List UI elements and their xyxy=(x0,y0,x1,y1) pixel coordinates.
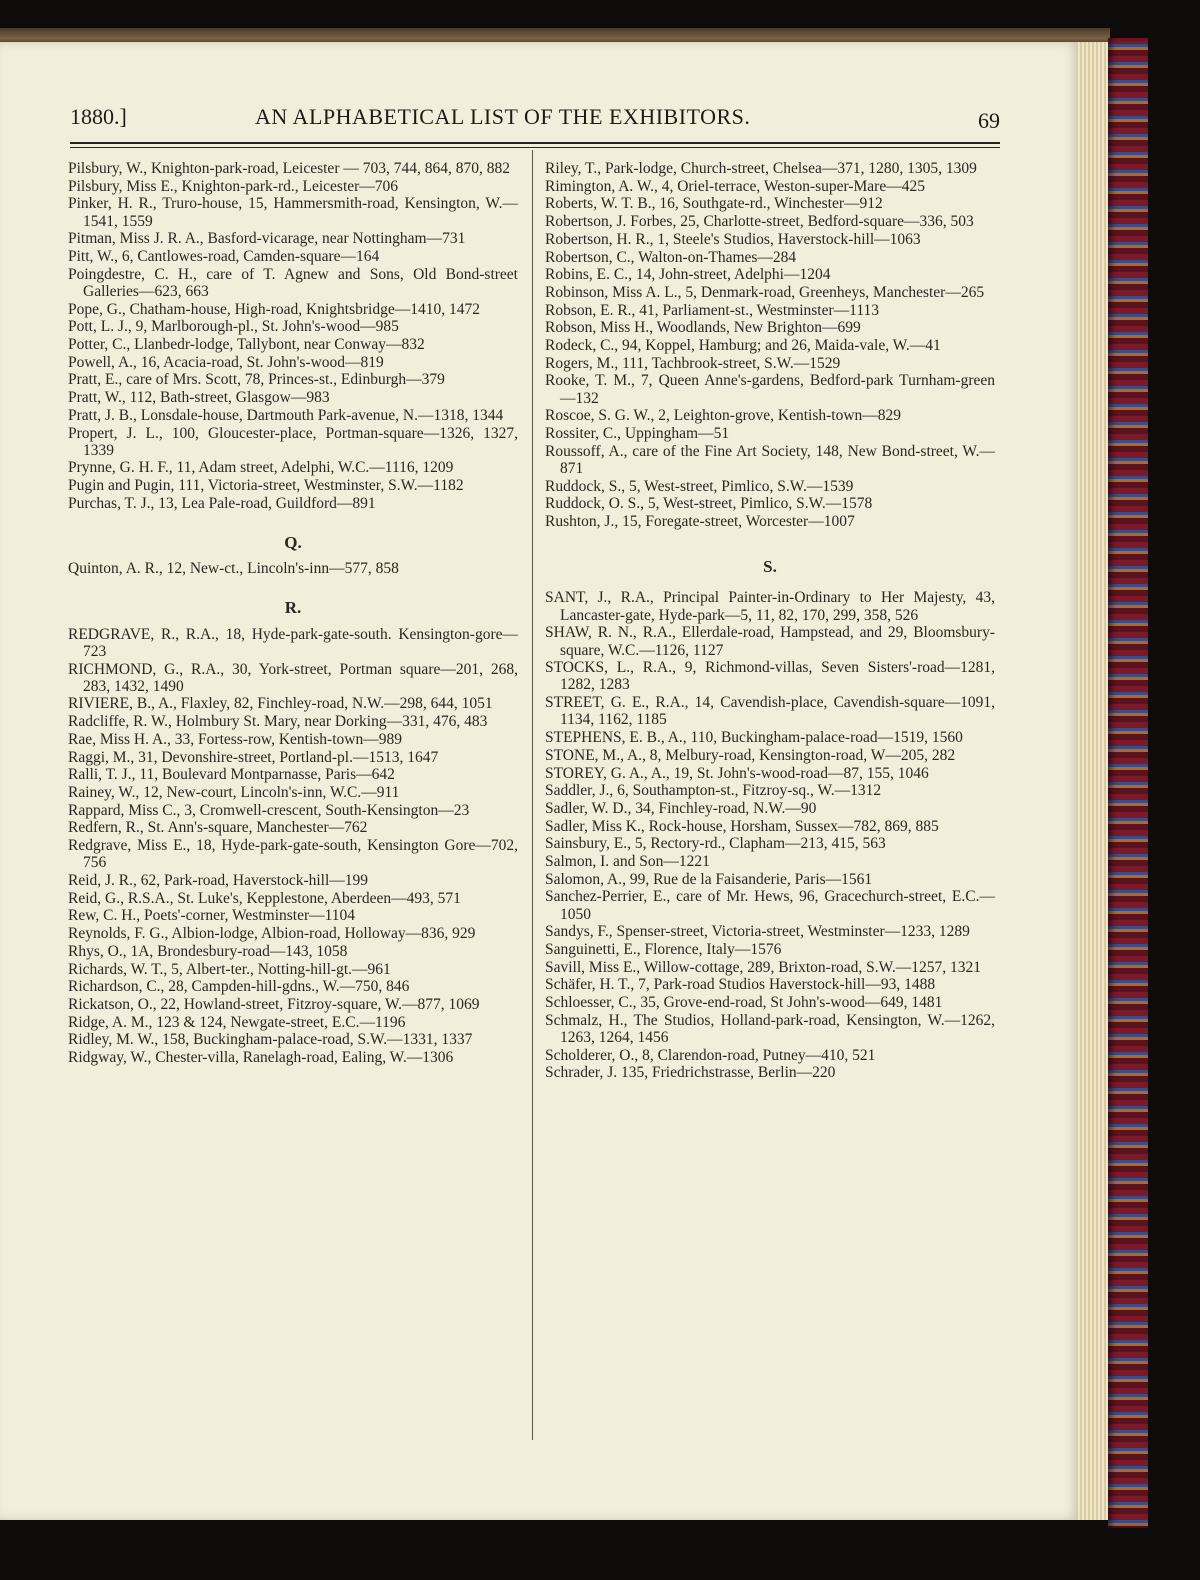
header-year: 1880.] xyxy=(70,104,127,129)
exhibitor-entry: Poingdestre, C. H., care of T. Agnew and Sons, Old Bond-street Galleries—623, 663 xyxy=(68,265,518,300)
exhibitor-entry: Ridgway, W., Chester-villa, Ranelagh-road, Ealing, W.—1306 xyxy=(68,1049,454,1067)
section-letter: S. xyxy=(763,557,777,577)
exhibitor-entry: Potter, C., Llanbedr-lodge, Tallybont, near Conway—832 xyxy=(68,336,425,354)
marbled-edge xyxy=(1108,38,1148,1528)
exhibitor-entry: STEPHENS, E. B., A., 110, Buckingham-palace-road—1519, 1560 xyxy=(545,729,963,747)
exhibitor-entry: Robertson, C., Walton-on-Thames—284 xyxy=(545,248,797,266)
exhibitor-entry: Roussoff, A., care of the Fine Art Society, 148, New Bond-street, W.—871 xyxy=(545,442,995,477)
exhibitor-entry: Schloesser, C., 35, Grove-end-road, St John's-wood—649, 1481 xyxy=(545,994,943,1012)
exhibitor-entry: Purchas, T. J., 13, Lea Pale-road, Guildford—891 xyxy=(68,494,376,512)
exhibitor-entry: Scholderer, O., 8, Clarendon-road, Putney—410, 521 xyxy=(545,1046,876,1064)
exhibitor-entry: Salomon, A., 99, Rue de la Faisanderie, Paris—1561 xyxy=(545,870,873,888)
exhibitor-entry: Reynolds, F. G., Albion-lodge, Albion-road, Holloway—836, 929 xyxy=(68,925,476,943)
exhibitor-entry: Robertson, H. R., 1, Steele's Studios, Haverstock-hill—1063 xyxy=(545,230,921,248)
exhibitor-entry: Pratt, J. B., Lonsdale-house, Dartmouth Park-avenue, N.—1318, 1344 xyxy=(68,406,504,424)
running-header xyxy=(70,102,1000,142)
exhibitor-entry: Ridge, A. M., 123 & 124, Newgate-street, E.C.—1196 xyxy=(68,1013,406,1031)
exhibitor-entry: Sainsbury, E., 5, Rectory-rd., Clapham—213, 415, 563 xyxy=(545,835,886,853)
right-column xyxy=(545,160,995,1082)
left-column xyxy=(68,160,518,1067)
exhibitor-entry: Pinker, H. R., Truro-house, 15, Hammersmith-road, Kensington, W.—1541, 1559 xyxy=(68,195,518,230)
section-letter: R. xyxy=(284,598,302,618)
exhibitor-entry: Redgrave, Miss E., 18, Hyde-park-gate-south, Kensington Gore—702, 756 xyxy=(68,837,518,872)
exhibitor-entry: Sadler, W. D., 34, Finchley-road, N.W.—90 xyxy=(545,799,817,817)
header-rule xyxy=(70,142,1000,148)
exhibitor-entry: Rew, C. H., Poets'-corner, Westminster—1104 xyxy=(68,907,356,925)
exhibitor-entry: Powell, A., 16, Acacia-road, St. John's-wood—819 xyxy=(68,353,384,371)
exhibitor-entry: Ralli, T. J., 11, Boulevard Montparnasse, Paris—642 xyxy=(68,766,395,784)
exhibitor-entry: Schäfer, H. T., 7, Park-road Studios Haverstock-hill—93, 1488 xyxy=(545,976,936,994)
exhibitor-entry: Rooke, T. M., 7, Queen Anne's-gardens, Bedford-park Turnham-green—132 xyxy=(545,372,995,407)
exhibitor-entry: Sadler, Miss K., Rock-house, Horsham, Sussex—782, 869, 885 xyxy=(545,817,939,835)
page-number: 69 xyxy=(978,108,1000,133)
exhibitor-entry: Robertson, J. Forbes, 25, Charlotte-street, Bedford-square—336, 503 xyxy=(545,213,974,231)
exhibitor-entry: Pott, L. J., 9, Marlborough-pl., St. John's-wood—985 xyxy=(68,318,399,336)
exhibitor-entry: Pugin and Pugin, 111, Victoria-street, Westminster, S.W.—1182 xyxy=(68,477,464,495)
exhibitor-entry: Pilsbury, Miss E., Knighton-park-rd., Leicester—706 xyxy=(68,177,399,195)
exhibitor-entry: Pratt, W., 112, Bath-street, Glasgow—983 xyxy=(68,389,330,407)
section-letter: Q. xyxy=(284,533,302,553)
exhibitor-entry: Pilsbury, W., Knighton-park-road, Leicester — 703, 744, 864, 870, 882 xyxy=(68,160,510,177)
exhibitor-entry: Rainey, W., 12, New-court, Lincoln's-inn, W.C.—911 xyxy=(68,784,400,801)
exhibitor-entry: Riley, T., Park-lodge, Church-street, Chelsea—371, 1280, 1305, 1309 xyxy=(545,160,977,177)
exhibitor-entry: Robson, E. R., 41, Parliament-st., Westminster—1113 xyxy=(545,301,879,319)
page-edges xyxy=(1078,42,1108,1520)
exhibitor-entry: Redfern, R., St. Ann's-square, Manchester—762 xyxy=(68,819,368,837)
exhibitor-entry: Pitman, Miss J. R. A., Basford-vicarage, near Nottingham—731 xyxy=(68,230,466,248)
exhibitor-entry: STOCKS, L., R.A., 9, Richmond-villas, Seven Sisters'-road—1281, 1282, 1283 xyxy=(545,659,995,694)
exhibitor-entry: Rogers, M., 111, Tachbrook-street, S.W.—1529 xyxy=(545,354,841,372)
exhibitor-entry: STOREY, G. A., A., 19, St. John's-wood-road—87, 155, 1046 xyxy=(545,764,929,782)
exhibitor-entry: Rimington, A. W., 4, Oriel-terrace, Weston-super-Mare—425 xyxy=(545,177,925,195)
exhibitor-entry: Richards, W. T., 5, Albert-ter., Notting-hill-gt.—961 xyxy=(68,960,391,978)
exhibitor-entry: Quinton, A. R., 12, New-ct., Lincoln's-inn—577, 858 xyxy=(68,560,399,578)
exhibitor-entry: Propert, J. L., 100, Gloucester-place, Portman-square—1326, 1327, 1339 xyxy=(68,424,518,459)
exhibitor-entry: STONE, M., A., 8, Melbury-road, Kensington-road, W—205, 282 xyxy=(545,746,956,764)
header-title: AN ALPHABETICAL LIST OF THE EXHIBITORS. xyxy=(255,104,751,129)
exhibitor-entry: Schrader, J. 135, Friedrichstrasse, Berlin—220 xyxy=(545,1064,836,1082)
exhibitor-entry: Rushton, J., 15, Foregate-street, Worcester—1007 xyxy=(545,513,855,531)
exhibitor-entry: Reid, G., R.S.A., St. Luke's, Kepplestone, Aberdeen—493, 571 xyxy=(68,889,461,907)
exhibitor-entry: Rae, Miss H. A., 33, Fortess-row, Kentish-town—989 xyxy=(68,730,402,748)
exhibitor-entry: Robinson, Miss A. L., 5, Denmark-road, Greenheys, Manchester—265 xyxy=(545,283,985,301)
exhibitor-entry: Rodeck, C., 94, Koppel, Hamburg; and 26, Maida-vale, W.—41 xyxy=(545,337,941,355)
exhibitor-entry: Sanchez-Perrier, E., care of Mr. Hews, 96, Gracechurch-street, E.C.—1050 xyxy=(545,888,995,923)
exhibitor-entry: Radcliffe, R. W., Holmbury St. Mary, near Dorking—331, 476, 483 xyxy=(68,713,488,731)
exhibitor-entry: Richardson, C., 28, Campden-hill-gdns., W.—750, 846 xyxy=(68,978,410,996)
exhibitor-entry: Schmalz, H., The Studios, Holland-park-road, Kensington, W.—1262, 1263, 1264, 1456 xyxy=(545,1011,995,1047)
exhibitor-entry: STREET, G. E., R.A., 14, Cavendish-place, Cavendish-square—1091, 1134, 1162, 1185 xyxy=(545,694,995,729)
exhibitor-entry: Rhys, O., 1A, Brondesbury-road—143, 1058 xyxy=(68,942,348,960)
exhibitor-entry: Sanguinetti, E., Florence, Italy—1576 xyxy=(545,941,782,959)
exhibitor-entry: Robson, Miss H., Woodlands, New Brighton—699 xyxy=(545,319,861,337)
exhibitor-entry: SANT, J., R.A., Principal Painter-in-Ordinary to Her Majesty, 43, Lancaster-gate, Hyde-park—5, 11, 82, 170, 299, 358, 526 xyxy=(545,589,995,624)
exhibitor-entry: Pope, G., Chatham-house, High-road, Knightsbridge—1410, 1472 xyxy=(68,300,480,318)
exhibitor-entry: Roscoe, S. G. W., 2, Leighton-grove, Kentish-town—829 xyxy=(545,407,902,425)
column-divider xyxy=(532,150,533,1440)
exhibitor-entry: RIVIERE, B., A., Flaxley, 82, Finchley-road, N.W.—298, 644, 1051 xyxy=(68,695,493,713)
exhibitor-entry: Roberts, W. T. B., 16, Southgate-rd., Winchester—912 xyxy=(545,195,883,213)
exhibitor-entry: Pitt, W., 6, Cantlowes-road, Camden-square—164 xyxy=(68,248,380,266)
exhibitor-entry: Ridley, M. W., 158, Buckingham-palace-road, S.W.—1331, 1337 xyxy=(68,1031,473,1049)
exhibitor-entry: REDGRAVE, R., R.A., 18, Hyde-park-gate-south. Kensington-gore—723 xyxy=(68,625,518,660)
exhibitor-entry: Prynne, G. H. F., 11, Adam street, Adelphi, W.C.—1116, 1209 xyxy=(68,459,454,477)
exhibitor-entry: Ruddock, O. S., 5, West-street, Pimlico, S.W.—1578 xyxy=(545,495,873,513)
exhibitor-entry: Pratt, E., care of Mrs. Scott, 78, Princes-st., Edinburgh—379 xyxy=(68,371,445,389)
exhibitor-entry: Savill, Miss E., Willow-cottage, 289, Brixton-road, S.W.—1257, 1321 xyxy=(545,958,981,976)
exhibitor-entry: Rickatson, O., 22, Howland-street, Fitzroy-square, W.—877, 1069 xyxy=(68,995,480,1013)
exhibitor-entry: Ruddock, S., 5, West-street, Pimlico, S.W.—1539 xyxy=(545,477,854,495)
exhibitor-entry: SHAW, R. N., R.A., Ellerdale-road, Hampstead, and 29, Bloomsbury-square, W.C.—1126, 1127 xyxy=(545,624,995,659)
exhibitor-entry: Reid, J. R., 62, Park-road, Haverstock-hill—199 xyxy=(68,872,369,890)
exhibitor-entry: Saddler, J., 6, Southampton-st., Fitzroy-sq., W.—1312 xyxy=(545,782,882,800)
exhibitor-entry: Rappard, Miss C., 3, Cromwell-crescent, South-Kensington—23 xyxy=(68,801,470,819)
exhibitor-entry: Robins, E. C., 14, John-street, Adelphi—1204 xyxy=(545,266,831,284)
exhibitor-entry: Sandys, F., Spenser-street, Victoria-street, Westminster—1233, 1289 xyxy=(545,923,970,941)
exhibitor-entry: RICHMOND, G., R.A., 30, York-street, Portman square—201, 268, 283, 1432, 1490 xyxy=(68,660,518,695)
exhibitor-entry: Rossiter, C., Uppingham—51 xyxy=(545,425,730,443)
exhibitor-entry: Raggi, M., 31, Devonshire-street, Portland-pl.—1513, 1647 xyxy=(68,748,439,766)
exhibitor-entry: Salmon, I. and Son—1221 xyxy=(545,853,710,871)
